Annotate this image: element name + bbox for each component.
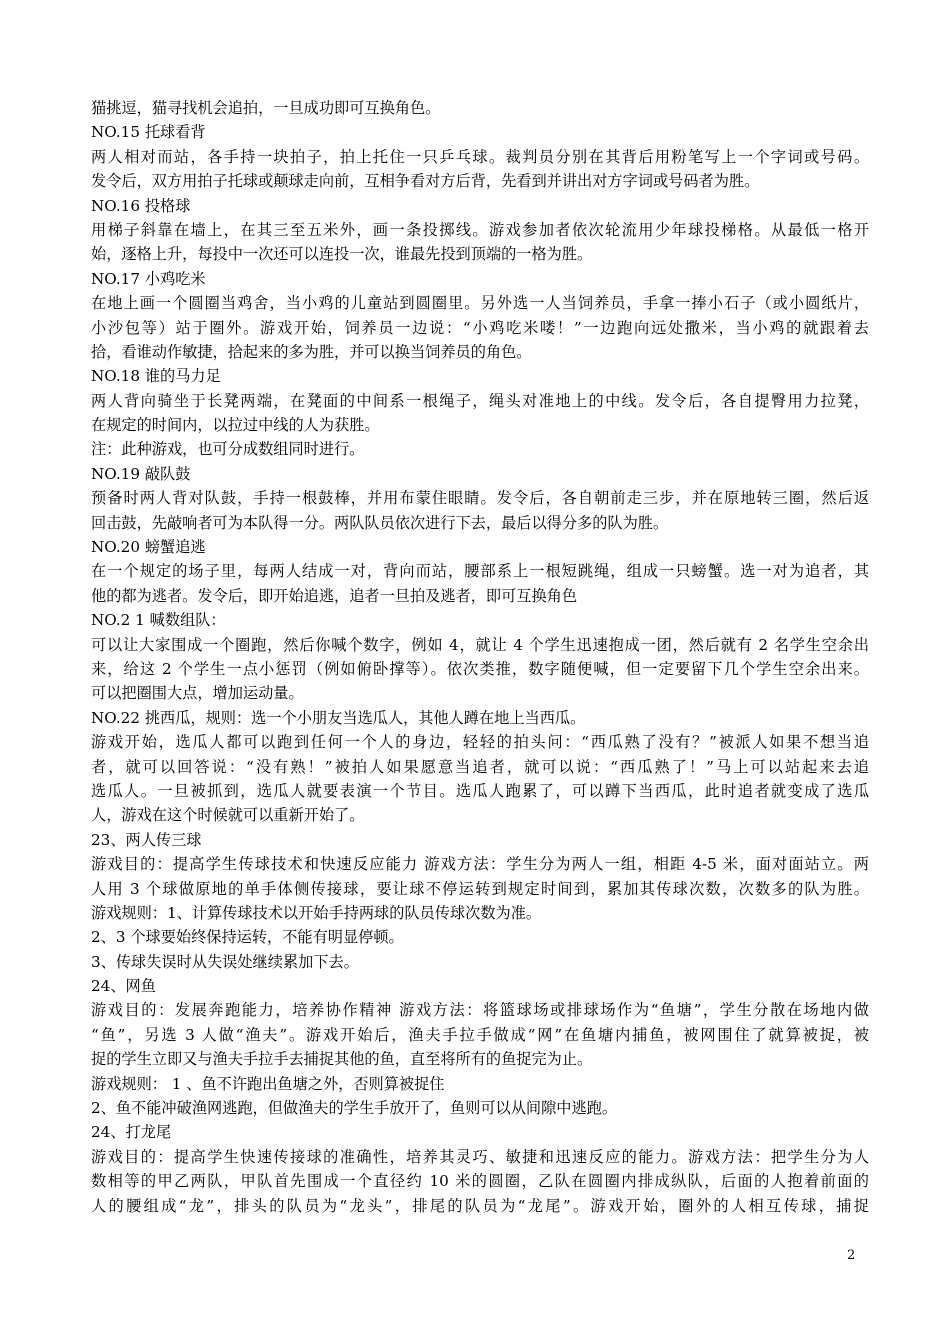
text-line: 猫挑逗，猫寻找机会追拍，一旦成功即可互换角色。	[91, 99, 441, 117]
text-line: 23、两人传三球	[91, 830, 202, 849]
text-line: 可以把圈围大点，增加运动量。	[91, 684, 304, 703]
text-line: NO.20 螃蟹追逃	[91, 538, 206, 557]
text-line: 始，逐格上升，每投中一次还可以连投一次，谁最先投到顶端的一格为胜。	[91, 245, 593, 264]
text-line: NO.19 敲队鼓	[91, 464, 191, 483]
text-line: 小沙包等）站于圈外。游戏开始，饲养员一边说：“小鸡吃米喽！”一边跑向远处撒米，当小鸡的就跟着去	[91, 318, 869, 337]
text-line: 注：此种游戏，也可分成数组同时进行。	[91, 440, 365, 459]
text-line: 数相等的甲乙两队，甲队首先围成一个直径约 10 米的圆圈，乙队在圆圈内排成纵队，后面的人抱着前面的	[91, 1172, 869, 1191]
text-line: 发令后，双方用拍子托球或颠球走向前，互相争看对方后背，先看到并讲出对方字词或号码者为胜。	[91, 172, 760, 191]
text-line: 者，就可以回答说：“没有熟！”被拍人如果愿意当追者，就可以说：“西瓜熟了！”马上可以站起来去追	[91, 757, 869, 776]
text-line: 游戏目的：提高学生传球技术和快速反应能力 游戏方法：学生分为两人一组，相距 4-5 米，面对面站立。两	[91, 855, 869, 874]
page-number: 2	[847, 1248, 856, 1263]
text-line: 人，游戏在这个时候就可以重新开始了。	[91, 806, 365, 825]
text-line: 2、鱼不能冲破渔网逃跑，但做渔夫的学生手放开了，鱼则可以从间隙中逃跑。	[91, 1099, 618, 1118]
text-line: 捉的学生立即又与渔夫手拉手去捕捉其他的鱼，直至将所有的鱼捉完为止。	[91, 1050, 593, 1069]
text-line: 拾，看谁动作敏捷，拾起来的多为胜，并可以换当饲养员的角色。	[91, 342, 532, 361]
text-line: 24、网鱼	[91, 977, 156, 996]
text-line: 游戏开始，选瓜人都可以跑到任何一个人的身边，轻轻的拍头问：“西瓜熟了没有？”被派人如果不想当追	[91, 733, 869, 752]
text-line: NO.15 托球看背	[91, 123, 206, 142]
text-line: 可以让大家围成一个圈跑，然后你喊个数字，例如 4，就让 4 个学生迅速抱成一团，然后就有 2 名学生空余出	[91, 635, 869, 654]
text-line: NO.18 谁的马力足	[91, 367, 221, 386]
text-line: NO.2 1 喊数组队：	[91, 611, 226, 630]
text-line: 2、3 个球要始终保持运转，不能有明显停顿。	[91, 928, 404, 947]
text-line: 游戏目的：发展奔跑能力，培养协作精神 游戏方法：将篮球场或排球场作为“鱼塘”，学生分散在场地内做	[91, 1001, 869, 1020]
document-body	[91, 96, 869, 1218]
text-line: 在规定的时间内，以拉过中线的人为获胜。	[91, 416, 380, 435]
text-line: 在地上画一个圆圈当鸡舍，当小鸡的儿童站到圆圈里。另外选一人当饲养员，手拿一捧小石子（或小圆纸片，	[91, 294, 869, 313]
text-line: 用梯子斜靠在墙上，在其三至五米外，画一条投掷线。游戏参加者依次轮流用少年球投梯格。从最低一格开	[91, 220, 869, 239]
text-line: 3、传球失误时从失误处继续累加下去。	[91, 952, 359, 971]
text-line: 游戏目的：提高学生快速传接球的准确性，培养其灵巧、敏捷和迅速反应的能力。游戏方法：把学生分为人	[91, 1147, 869, 1166]
text-line: 人的腰组成“龙”，排头的队员为“龙头”，排尾的队员为“龙尾”。游戏开始，圈外的人相互传球，捕捉	[91, 1196, 869, 1215]
text-line: 来，给这 2 个学生一点小惩罚（例如俯卧撑等）。依次类推，数字随便喊，但一定要留下几个学生空余出来。	[91, 659, 869, 678]
text-line: 两人背向骑坐于长凳两端，在凳面的中间系一根绳子，绳头对准地上的中线。发令后，各自提臀用力拉凳，	[91, 391, 869, 410]
text-line: NO.17 小鸡吃米	[91, 269, 206, 288]
text-line: 游戏规则： 1 、鱼不许跑出鱼塘之外，否则算被捉住	[91, 1074, 445, 1093]
text-line: 回击鼓，先敲响者可为本队得一分。两队队员依次进行下去，最后以得分多的队为胜。	[91, 513, 669, 532]
text-line: 他的都为逃者。发令后，即开始追逃，追者一旦拍及逃者，即可互换角色	[91, 586, 577, 605]
text-line: 选瓜人。一旦被抓到，选瓜人就要表演一个节目。选瓜人跑累了，可以蹲下当西瓜，此时追者就变成了选瓜	[91, 781, 869, 800]
text-line: 游戏规则：1、计算传球技术以开始手持两球的队员传球次数为准。	[91, 903, 542, 922]
text-line: 两人相对而站，各手持一块拍子，拍上托住一只乒乓球。裁判员分别在其背后用粉笔写上一个字词或号码。	[91, 147, 869, 166]
text-line: NO.16 投格球	[91, 196, 191, 215]
text-line: “鱼”，另选 3 人做“渔夫”。游戏开始后，渔夫手拉手做成“网”在鱼塘内捕鱼，被网围住了就算被捉，被	[91, 1025, 869, 1044]
text-line: NO.22 挑西瓜，规则：选一个小朋友当选瓜人，其他人蹲在地上当西瓜。	[91, 708, 586, 727]
text-line: 24、打龙尾	[91, 1123, 172, 1142]
text-line: 在一个规定的场子里，每两人结成一对，背向而站，腰部系上一根短跳绳，组成一只螃蟹。选一对为追者，其	[91, 562, 869, 581]
text-line: 人用 3 个球做原地的单手体侧传接球，要让球不停运转到规定时间到，累加其传球次数，次数多的队为胜。	[91, 879, 869, 898]
text-line: 预备时两人背对队鼓，手持一根鼓棒，并用布蒙住眼睛。发令后，各自朝前走三步，并在原地转三圈，然后返	[91, 489, 869, 508]
